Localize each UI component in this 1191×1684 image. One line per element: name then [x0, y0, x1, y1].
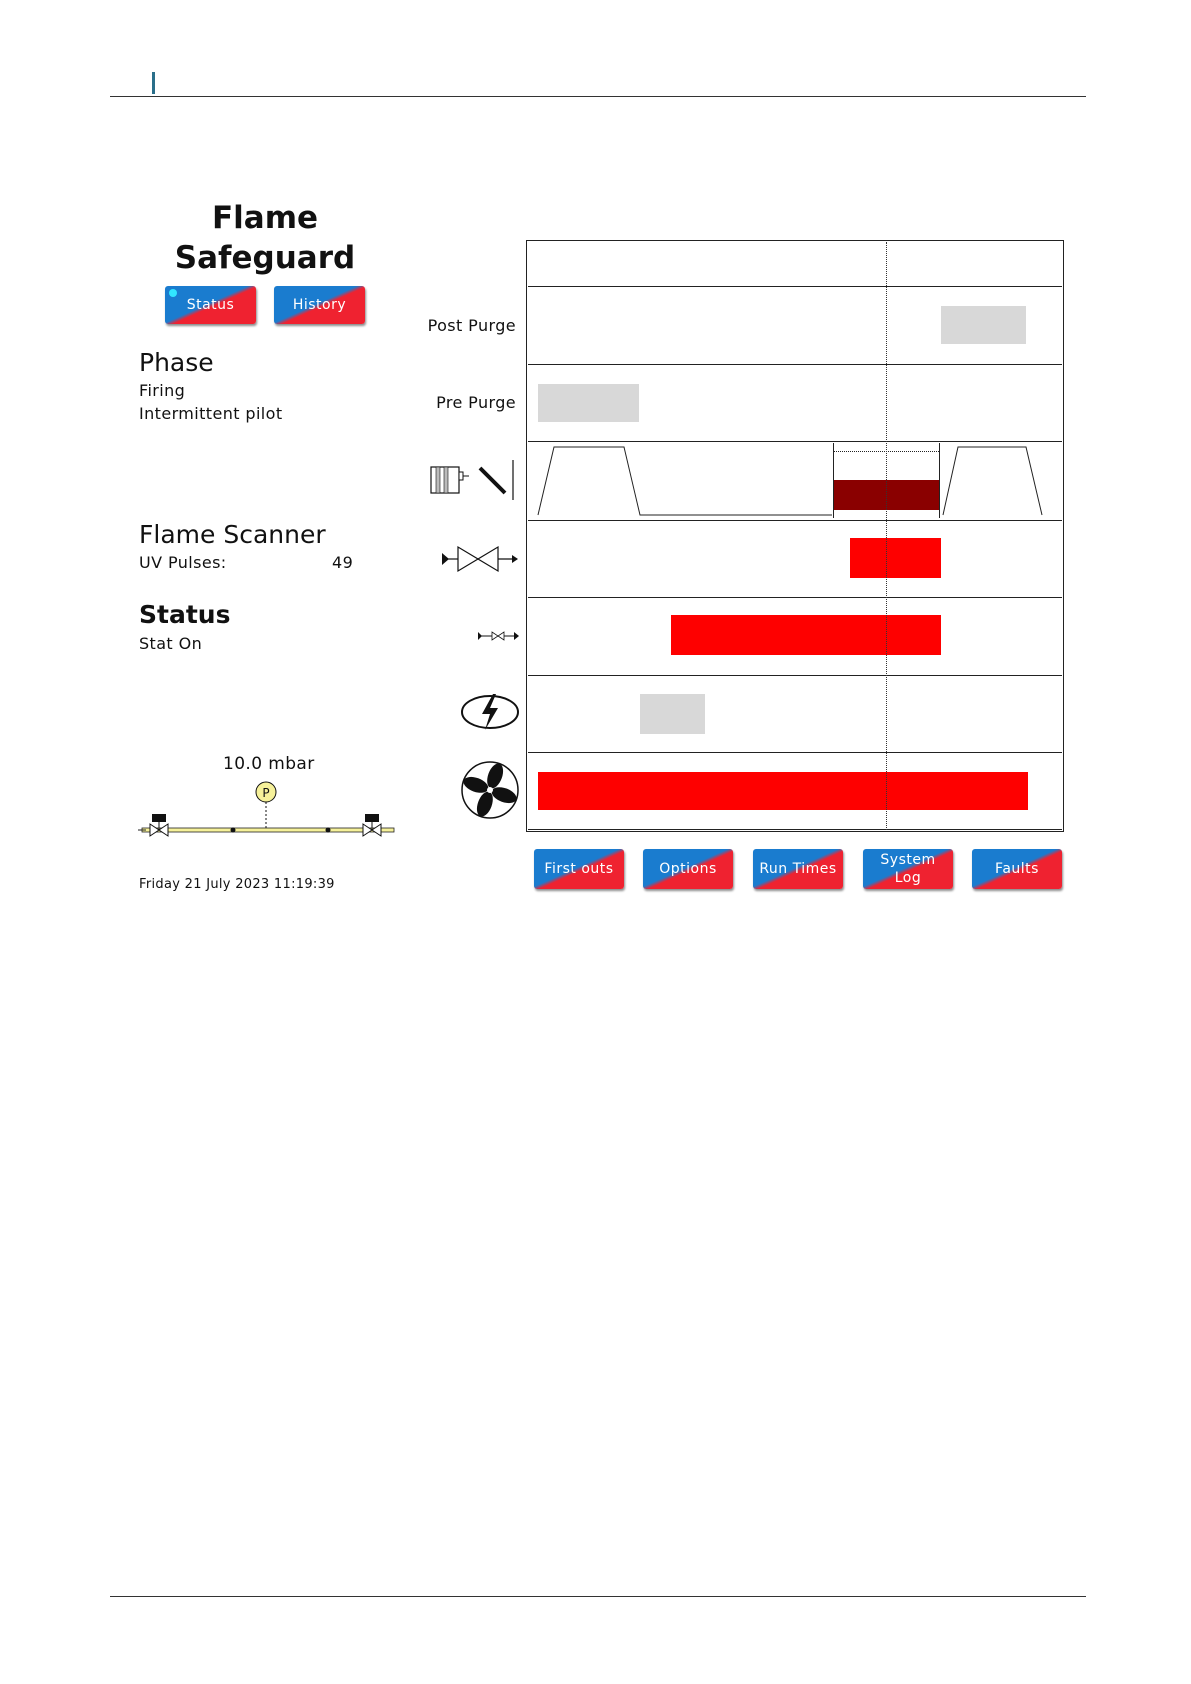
pre-purge-bar — [538, 384, 639, 422]
status-button[interactable] — [165, 286, 256, 324]
uv-pulses-value: 49 — [332, 553, 354, 572]
pilot-valve-icon — [476, 628, 520, 644]
fan-icon — [460, 760, 520, 820]
system-log-button-label-1: System — [880, 852, 936, 868]
pressure-gauge-letter: P — [262, 786, 270, 800]
system-log-button-label-2: Log — [894, 870, 922, 886]
uv-pulses-label: UV Pulses: — [139, 553, 227, 572]
gas-train-diagram — [138, 778, 398, 842]
pre-purge-label: Pre Purge — [436, 393, 516, 412]
main-valve-bar — [850, 538, 941, 578]
pilot-valve-bar — [671, 615, 941, 655]
main-gas-valve-icon — [440, 544, 520, 574]
fan-bar — [538, 772, 1028, 810]
selected-indicator-icon — [169, 289, 177, 297]
ignition-bar — [640, 694, 705, 734]
options-button[interactable] — [643, 849, 733, 889]
phase-line-1: Firing — [139, 381, 186, 400]
faults-button[interactable] — [972, 849, 1062, 889]
timeline-row-ignition — [528, 675, 1062, 752]
run-times-button[interactable] — [753, 849, 843, 889]
timeline-row-main-valve — [528, 520, 1062, 597]
damper-trace — [528, 441, 1062, 520]
current-time-marker — [886, 242, 887, 830]
status-heading: Status — [139, 600, 231, 629]
first-outs-button-label: First outs — [544, 861, 614, 877]
post-purge-bar — [941, 306, 1026, 344]
history-button-label: History — [292, 297, 347, 313]
pressure-gauge-icon — [256, 782, 276, 802]
status-value: Stat On — [139, 634, 203, 653]
options-button-label: Options — [659, 861, 717, 877]
first-outs-button[interactable] — [534, 849, 624, 889]
faults-button-label: Faults — [995, 861, 1039, 877]
system-log-button[interactable] — [863, 849, 953, 889]
post-purge-label: Post Purge — [427, 316, 516, 335]
app-title-line-2: Safeguard — [174, 240, 356, 276]
header-rule — [110, 96, 1086, 97]
flame-scanner-heading: Flame Scanner — [139, 520, 326, 549]
current-datetime: Friday 21 July 2023 11:19:39 — [139, 877, 335, 892]
damper-actuator-icon — [428, 458, 518, 502]
history-button[interactable] — [274, 286, 365, 324]
run-times-button-label: Run Times — [759, 861, 837, 877]
header-marker — [152, 72, 155, 94]
app-title-line-1: Flame — [211, 200, 319, 236]
status-button-label: Status — [186, 297, 235, 313]
footer-rule — [110, 1596, 1086, 1597]
phase-line-2: Intermittent pilot — [139, 404, 283, 423]
phase-heading: Phase — [139, 348, 214, 377]
gas-train-valve-left-icon — [150, 814, 168, 836]
gas-pressure-reading: 10.0 mbar — [223, 754, 315, 774]
ignition-spark-icon — [460, 690, 520, 734]
gas-train-valve-right-icon — [363, 814, 381, 836]
